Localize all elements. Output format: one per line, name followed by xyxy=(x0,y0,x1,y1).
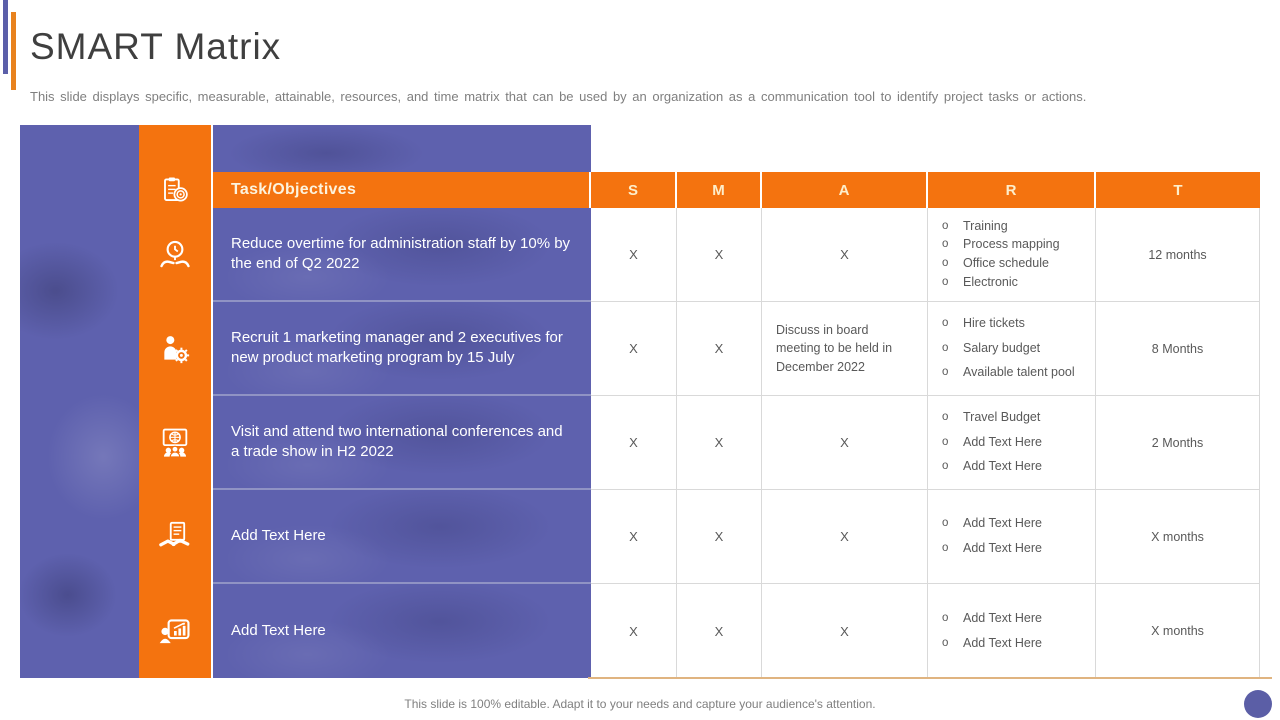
cell-r[interactable] xyxy=(928,584,1096,678)
table-row xyxy=(213,396,1260,490)
circle-bullet: o xyxy=(942,341,949,354)
table-bottom-accent-line xyxy=(588,677,1272,679)
person-gear-icon xyxy=(139,302,211,396)
task-cell[interactable]: Recruit 1 marketing manager and 2 executives for new product marketing program by 15 July xyxy=(213,302,591,396)
task-column-top-band xyxy=(213,125,591,172)
cell-s[interactable]: X xyxy=(591,584,677,678)
grid-rows xyxy=(213,208,1260,678)
table-content xyxy=(211,125,1260,678)
table-header-row xyxy=(213,172,1260,208)
table-row xyxy=(213,208,1260,302)
bullet-item xyxy=(942,365,1075,381)
bullet-list xyxy=(942,516,1042,556)
cell-m[interactable]: X xyxy=(677,396,762,490)
bullet-list xyxy=(942,410,1042,475)
person-chart-icon xyxy=(139,584,211,678)
bullet-text: Available talent pool xyxy=(963,365,1075,380)
bullet-item xyxy=(942,275,1060,291)
table-row xyxy=(213,302,1260,396)
bullet-text: Office schedule xyxy=(963,256,1049,270)
bullet-item xyxy=(942,256,1060,272)
cell-a[interactable]: X xyxy=(762,490,928,584)
task-cell[interactable]: Reduce overtime for administration staff by 10% by the end of Q2 2022 xyxy=(213,208,591,302)
circle-bullet: o xyxy=(942,275,949,288)
smart-matrix-table xyxy=(20,125,1260,678)
bullet-text: Add Text Here xyxy=(963,610,1042,625)
handshake-document-icon xyxy=(139,490,211,584)
bullet-text: Add Text Here xyxy=(963,541,1042,555)
header-cell-a[interactable]: A xyxy=(762,172,928,208)
bullet-item xyxy=(942,611,1042,627)
bullet-text: Add Text Here xyxy=(963,434,1042,449)
circle-bullet: o xyxy=(942,219,949,232)
bullet-text: Process mapping xyxy=(963,237,1060,252)
task-cell[interactable]: Visit and attend two international conferences and a trade show in H2 2022 xyxy=(213,396,591,490)
bullet-text: Add Text Here xyxy=(963,516,1042,531)
circle-bullet: o xyxy=(942,257,949,269)
page-title: SMART Matrix xyxy=(30,26,282,67)
header-cell-s[interactable]: S xyxy=(591,172,677,208)
circle-bullet: o xyxy=(942,517,949,530)
header-cell-r[interactable]: R xyxy=(928,172,1096,208)
cell-r[interactable] xyxy=(928,490,1096,584)
header-cell-t[interactable]: T xyxy=(1096,172,1260,208)
cell-m[interactable]: X xyxy=(677,302,762,396)
cell-a[interactable]: X xyxy=(762,396,928,490)
bullet-text: Add Text Here xyxy=(963,635,1042,650)
bullet-text: Electronic xyxy=(963,274,1018,289)
cell-a[interactable]: X xyxy=(762,584,928,678)
circle-bullet: o xyxy=(942,411,949,424)
header-cell-m[interactable]: M xyxy=(677,172,762,208)
circle-bullet: o xyxy=(942,238,949,251)
bullet-text: Hire tickets xyxy=(963,316,1025,331)
circle-bullet: o xyxy=(942,366,949,379)
cell-r[interactable] xyxy=(928,208,1096,302)
cell-s[interactable]: X xyxy=(591,490,677,584)
table-row xyxy=(213,584,1260,678)
hands-clock-icon xyxy=(139,208,211,302)
footer-note: This slide is 100% editable. Adapt it to your needs and capture your audience's attention. xyxy=(404,697,876,711)
cell-t[interactable]: 2 Months xyxy=(1096,396,1260,490)
corner-circle-decoration xyxy=(1244,690,1272,718)
bullet-item xyxy=(942,435,1042,451)
circle-bullet: o xyxy=(942,460,949,473)
bullet-item xyxy=(942,219,1060,235)
table-row xyxy=(213,490,1260,584)
cell-a[interactable]: Discuss in board meeting to be held in December 2022 xyxy=(762,302,928,396)
top-band-whitespace xyxy=(591,125,1260,172)
bullet-text: Training xyxy=(963,218,1008,233)
bullet-item xyxy=(942,410,1042,426)
bullet-list xyxy=(942,316,1075,381)
cell-r[interactable] xyxy=(928,302,1096,396)
background-photo-strip xyxy=(20,125,139,678)
cell-m[interactable]: X xyxy=(677,208,762,302)
cell-s[interactable]: X xyxy=(591,208,677,302)
bullet-item xyxy=(942,459,1042,475)
icon-strip-spacer xyxy=(139,125,211,172)
bullet-list xyxy=(942,611,1042,651)
cell-t[interactable]: X months xyxy=(1096,490,1260,584)
task-cell[interactable]: Add Text Here xyxy=(213,490,591,584)
cell-s[interactable]: X xyxy=(591,396,677,490)
slide-subtitle: This slide displays specific, measurable, attainable, resources, and time matrix that can be used by an organization as a communication tool to identify project tasks or actions. xyxy=(30,89,1087,104)
clipboard-target-icon xyxy=(139,172,211,208)
cell-t[interactable]: 8 Months xyxy=(1096,302,1260,396)
circle-bullet: o xyxy=(942,636,949,649)
circle-bullet: o xyxy=(942,317,949,330)
bullet-text: Add Text Here xyxy=(963,459,1042,474)
cell-t[interactable]: X months xyxy=(1096,584,1260,678)
cell-t[interactable]: 12 months xyxy=(1096,208,1260,302)
bullet-item xyxy=(942,636,1042,652)
icon-strip xyxy=(139,125,211,678)
bullet-item xyxy=(942,341,1075,357)
task-objectives-header[interactable]: Task/Objectives xyxy=(213,172,591,208)
bullet-item xyxy=(942,237,1060,253)
cell-s[interactable]: X xyxy=(591,302,677,396)
cell-r[interactable] xyxy=(928,396,1096,490)
bullet-item xyxy=(942,316,1075,332)
bullet-text: Travel Budget xyxy=(963,410,1041,425)
circle-bullet: o xyxy=(942,435,949,448)
bullet-item xyxy=(942,541,1042,557)
bullet-item xyxy=(942,516,1042,532)
circle-bullet: o xyxy=(942,611,949,624)
task-cell[interactable]: Add Text Here xyxy=(213,584,591,678)
cell-m[interactable]: X xyxy=(677,584,762,678)
accent-bar-purple xyxy=(3,0,8,74)
circle-bullet: o xyxy=(942,542,949,554)
cell-m[interactable]: X xyxy=(677,490,762,584)
bullet-list xyxy=(942,219,1060,291)
cell-a[interactable]: X xyxy=(762,208,928,302)
table-top-band xyxy=(213,125,1260,172)
bullet-text: Salary budget xyxy=(963,340,1041,355)
accent-bar-orange xyxy=(11,12,16,90)
globe-team-icon xyxy=(139,396,211,490)
